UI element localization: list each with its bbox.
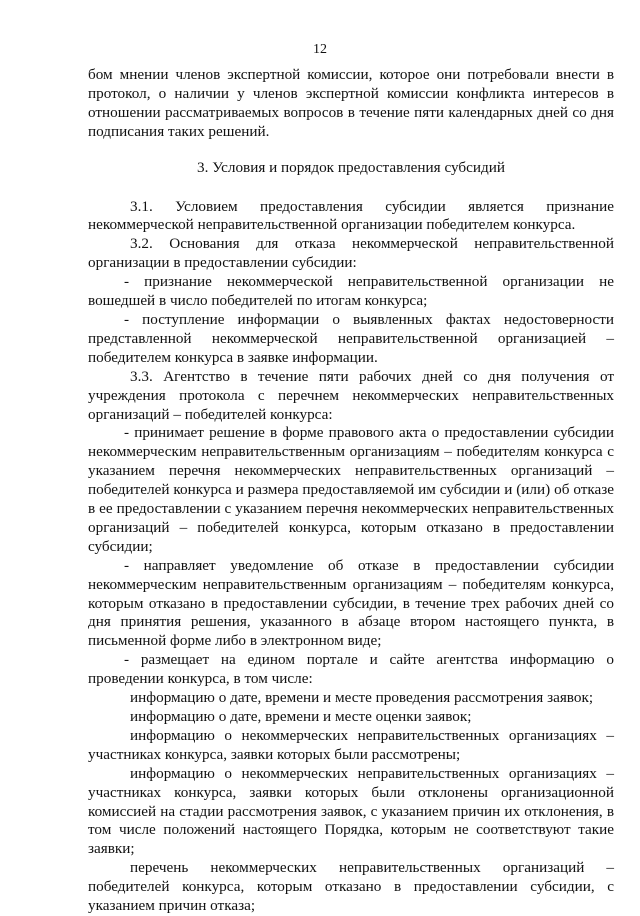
list-item: - поступление информации о выявленных фактах недостоверности представленной некоммерческой неправительственной организацией – победителем конкурса в заявке информации. [88, 310, 614, 366]
sub-list-item: информацию о дате, времени и месте проведения рассмотрения заявок; [130, 689, 594, 707]
paragraph-3-1: 3.1. Условием предоставления субсидии является признание некоммерческой неправительственной организации победителем конкурса. [88, 197, 614, 234]
list-item: - направляет уведомление об отказе в предоставлении субсидии некоммерческим неправительственным организациям – победителям конкурса, которым отказано в предоставлении субсидии, в течение трех рабочих дней со дня принятия решения, указанного в абзаце втором настоящего пункта, в письменной форме либо в электронном виде; [88, 556, 614, 650]
list-item: - признание некоммерческой неправительственной организации не вошедшей в число победителей по итогам конкурса; [88, 273, 614, 310]
page-number: 12 [313, 42, 327, 57]
section-heading: 3. Условия и порядок предоставления субсидий [197, 158, 505, 176]
paragraph-3-2: 3.2. Основания для отказа некоммерческой неправительственной организации в предоставлении субсидии: [88, 235, 614, 272]
document-body [88, 66, 614, 916]
sub-list-item: информацию о дате, времени и месте оценки заявок; [130, 708, 472, 725]
sub-list-item: информацию о некоммерческих неправительственных организациях – участниках конкурса, заявки которых были рассмотрены; [88, 726, 614, 763]
sub-list-item: информацию о некоммерческих неправительственных организациях – участниках конкурса, заявки которых были отклонены организационной комиссией на стадии рассмотрения заявок, с указанием причин их отклонения, в том числе положений настоящего Порядка, которым не соответствуют такие заявки; [88, 764, 614, 858]
intro-paragraph: бом мнении членов экспертной комиссии, которое они потребовали внести в протокол, о наличии у членов экспертной комиссии конфликта интересов в отношении рассматриваемых вопросов в течение пяти календарных дней со дня подписания таких решений. [88, 66, 614, 140]
list-item: - размещает на едином портале и сайте агентства информацию о проведении конкурса, в том числе: [88, 651, 614, 688]
list-item: - принимает решение в форме правового акта о предоставлении субсидии некоммерческим неправительственным организациям – победителям конкурса с указанием перечня некоммерческих неправительственных организаций – победителей конкурса и размера предоставляемой им субсидии и (или) об отказе в ее предоставлении с указанием перечня некоммерческих неправительственных организаций – победителей конкурса, которым отказано в предоставлении субсидии; [88, 424, 614, 555]
sub-list-item: перечень некоммерческих неправительственных организаций – победителей конкурса, которым отказано в предоставлении субсидии, с указанием причин отказа; [88, 859, 614, 915]
paragraph-3-3: 3.3. Агентство в течение пяти рабочих дней со дня получения от учреждения протокола с перечнем некоммерческих неправительственных организаций – победителей конкурса: [88, 367, 614, 423]
